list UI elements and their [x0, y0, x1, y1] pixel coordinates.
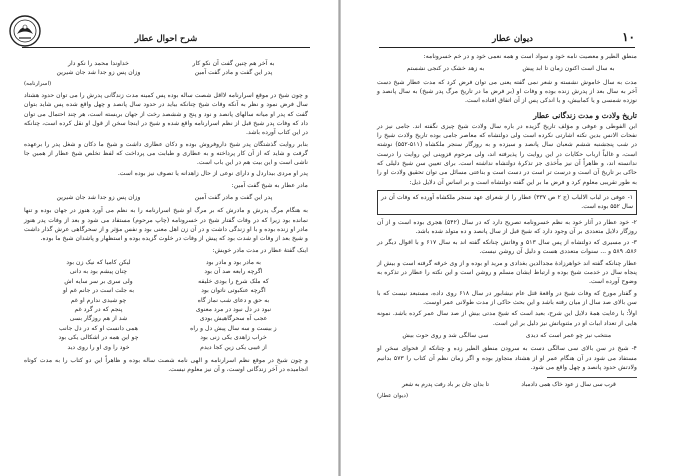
paragraph: منطق الطیر و معصیت نامه خود و سواد است و همه نعمی خود و در خم خسرونامه: [423, 53, 637, 60]
paragraph: و چون شیخ در موقع اسرارنامه لااقل شصت ساله بوده پس کمینه مدت زندگانی پدرش را می توان حدود هشتاد سال فرض نمود و نظر به آنکه وفات شیخ چنانکه بیاید در حدود سال پانصد و چهل واقع شده پس شاید بتوان گفت که پدر او میانه سالهای پانصد و نود و پنج و ششصد رخت از جهان بربسته است، هر چند احتمال می توان داد که وفات پدر شیخ قبل از نظم اسرارنامه واقع شده و شیخ در اینجا سخن از قول او نقل کرده است، چنانکه در این کتاب آورده باشد. [24, 92, 308, 137]
left-page-body [24, 56, 308, 377]
section-heading: تاریخ ولادت و مدت زندگانی عطار [533, 110, 637, 120]
right-page-header [379, 28, 635, 48]
verse-line: قرب سی سال ز عود خاک همی دادمباد [521, 382, 616, 389]
verse-line: خراب زاهدی یکی زنی بود [200, 334, 267, 342]
verse-line: همی دانست او که در دل جانب [58, 324, 139, 332]
verse-line: ولی سری بر سر سایه اش [64, 277, 133, 285]
verse-line: به مادر بود و مادر بود [205, 258, 262, 266]
intro-verse [391, 64, 623, 73]
verse-line: نبود در دل نبود در مرد معنوی [195, 306, 272, 313]
boxed-note: ۱- عوفی در لباب الالباب (ج ۲ ص ۳۳۷) عطار را از شعرای عهد سنجر ملکشاه آورده که وفات آن در سال ۵۵۲ بوده است. [377, 190, 637, 215]
verse-source: (اسرارنامه) [24, 80, 52, 87]
intro-verse [38, 59, 294, 78]
verse-line: به سال است اکنون زمان تا ابد پیش [522, 65, 615, 73]
verse-line: منتخب نیز چو عمر است که دیدی [525, 331, 612, 339]
verse-line: عجب آه سحرگاهیش بودی [199, 315, 268, 323]
paragraph: و چون شیخ در موقع نظم اسرارنامه و الهی نامه شصت ساله بوده و ظاهراً این دو کتاب را به مدت کوتاه انجامیده در آخر زندگانی اوست، و آن نیز معلوم نیست. [24, 357, 308, 374]
mother-title: مادر عطار به شیخ گفت آمین: [231, 181, 308, 189]
paragraph: ابن الفوطی و عوفی و مؤلف تاریخ گزیده در باره سال ولادت شیخ چیزی نگفته اند. جامی نیز در نفحات الانس بدین نکته اشارتی نکرده است ولی دولتشاه که معاصر جامی بوده تاریخ ولادت شیخ را در شب پنجشنبه ششم شعبان سال پانصد و سیزده و به روزگار سنجر ملکشاه (۵۱۱-۵۵۲) نوشته است، و غالباً ارباب حکایات در این روایت را پذیرفته اند، ولی مرحوم قزوینی این روایت را درست ندانسته اند، و ظاهراً آن نیز مأخذی جز تذکرهٔ دولتشاه نداشته است. برای تعیین سن شیخ دلیلی که حاکی بر تاریخ آن است و درست تر است در دست است و بناعتی مسائل می توان تحقیق ولادت او را به طور تقریبی معلوم کرد و فرض ما بر این گفته دولتشاه است و بر اساس آن دلایل ذیل: [377, 122, 637, 186]
paragraph: ۳- در مسیری که دولتشاه از پس سال ۵۱۳ و وفاتش چنانکه گفته اند به سال ۶۱۷ و با اقوال دیگر در ۵۸۶، ۵۸۹ و ... سنوات متعددی هست و دلیل آن روشن نیست. [377, 239, 637, 256]
left-page-header [22, 28, 310, 48]
left-page [0, 0, 338, 476]
verse-line: به جلت است در جانم غم او [62, 287, 135, 295]
poem [38, 258, 294, 352]
footer-source: (دیوان عطار) [377, 392, 409, 399]
paragraph: و گفتار مورخ که وفات شیخ در واقعهٔ قتل عام نیشابور در سال ۶۱۸ روی داده، مستبعد نیست که با سن بالای صد سال از میان رفته باشد و این بحث حاکی از مدت طولانی عمر اوست. [377, 289, 637, 306]
verse-line: سی سالگی شد و روی حوت بیش [402, 331, 489, 339]
right-page [341, 0, 679, 476]
verse-line: شد از هم روزگار بسی [69, 315, 128, 323]
mother-verse [38, 193, 294, 202]
paragraph: عطار چنانکه گفته اند خواهرزادهٔ مجدالدین بغدادی و مرید او بوده و از وی خرقه گرفته است و بیش از پنجاه سال در خدمت شیخ بوده و ارتباط ایشان مسلم و روشن است و این نکته را عطار در تذکره به وضوح آورده است. [377, 259, 637, 286]
left-header-title: شرح احوال عطار [134, 34, 198, 44]
verse-line: اگرچه عنکبوتی ناتوان بود [201, 287, 266, 295]
verse-line: اگرچه رابعه صد آن بود [204, 268, 263, 276]
verse-line: پنجم که در گرد غم [74, 306, 123, 313]
verse-line: پدر این گفت و مادر گفت آمین [194, 194, 273, 202]
paragraph: اینک گفتهٔ عطار در مدت مادر خویش: [212, 246, 308, 254]
footnote-rule [547, 377, 637, 378]
right-header-title: دیوان عطار [492, 34, 533, 44]
paragraph: به هنگام مرگ پدرش و مادرش که بر مرگ او شیخ اسرارنامه را به نظم می آورد هنوز در جهان بوده و تنها نمانده بود زیرا که در وفات گفتار شیخ در خسرونامه (چاپ مرحوم) مستفاد می شود و بعد از وفات پدر هنوز مادر او زنده بوده و با او زندگی داشت و در آن زن اهل معنی بود و نفس مؤثر و از سحرگاهی عرش گذار داشت و شیخ بعد از وفات او شدت بود که پیش از وفات در خلوت گزیده بوده و استظهار و پاشدان شیخ ما بوده. [24, 207, 308, 243]
verse-line: وزان پس زو جدا شد جان شیرین [56, 194, 141, 202]
verse-line: خداوندا محمد را نکو دار [68, 60, 129, 67]
paragraph: اولاً: با رعایت همهٔ دلایل این شرح، بعید است که شیخ مدتی بیش از صد سال عمر کرده باشد. نمونه هایی از تعداد ابیات او در مثنویاتش نیز دلیل بر این است. [377, 310, 637, 327]
verse-line: به حق و دعای شب نماز گاه [197, 296, 270, 304]
verse-line: لیکن کامیا که نیک زن بود [66, 258, 131, 266]
paragraph: مدت به سال خاموش نشسته و شعر نمی گفته یعنی می توان فرض کرد که مدت عطار شیخ دست آخر به سال بعد از پدرش زنده بوده و وفات او (بر فرض ما در تاریخ مرگ پدر شیخ) به سال پانصد و نوزده شمسی و یا کمابیش، و یا اندکی پس از آن اتفاق افتاده است. [377, 78, 637, 105]
verse-line: پدر این گفت و مادر گفت آمین [194, 69, 273, 77]
paragraph: بنابر روایت گذشتگان پدر شیخ داروفروش بوده و دکان عطاری داشت و شیخ ما دکان و شغل پدر را برعهده گرفت و شاید که از آن کار پرداخته و به عطاری و طبابت می پرداخت که لفظ تخلص شیخ عطار از همین جا ناشی است و این بیت هم در این باب است. [24, 140, 308, 167]
verse-line: چو این همه در اشکالی یکی بود [58, 334, 139, 342]
verse-line: به آخر هم چنین گفت آن نکو کار [192, 60, 275, 67]
verse-line: تا بدان جان بر باد رفت پدرم به شعر [402, 382, 489, 389]
verse-line: که ملک شرع را بودی خلیفه [198, 277, 269, 285]
verse-line: ز بیست و سه سال پیش دل و راه [190, 324, 277, 332]
verse-line: چنان پیشم بود به دانی [69, 268, 128, 276]
footer-verse [391, 381, 623, 390]
verse-line: به زهد خشک در کنجی نشستم [406, 65, 485, 73]
verse-line: از غیبی یکی زین کجا دیدم [200, 343, 267, 351]
verse-line: چو شیدی ندارم او غم [70, 296, 127, 304]
verse-line: خود را وی او را روی دید [67, 343, 130, 351]
paragraph: پدر او مردی بیداردل و دارای نوعی از حال زاهدانه یا تصوف نیز بوده است. [117, 170, 308, 178]
right-page-body [377, 52, 637, 403]
page-number: ۱۰ [622, 30, 635, 44]
paragraph: ۴- شیخ در سن بالای سی سالگی دست به سرودن منطق الطیر زده و چنانکه از فحوای سخن او مستفاد می شود در آن هنگام عمر او از هشتاد متجاوز بوده و اگر زمان نظم آن کتاب را ۵۷۳ بدانیم ولادتش حدود پانصد و چهل واقع می شود. [377, 345, 637, 371]
paragraph: ۲- خود عطار در آثار خود به نظم خسرونامه تصریح دارد که در سال (۵۴۲) هجری بوده است و از آن روزگار دلایل متعددی بر آن وجود دارد که شیخ قبل از سال پانصد و ده متولد شده باشد. [377, 218, 637, 235]
inline-verse [391, 331, 623, 340]
verse-line: وزان پس زو جدا شد جان شیرین [56, 69, 141, 77]
